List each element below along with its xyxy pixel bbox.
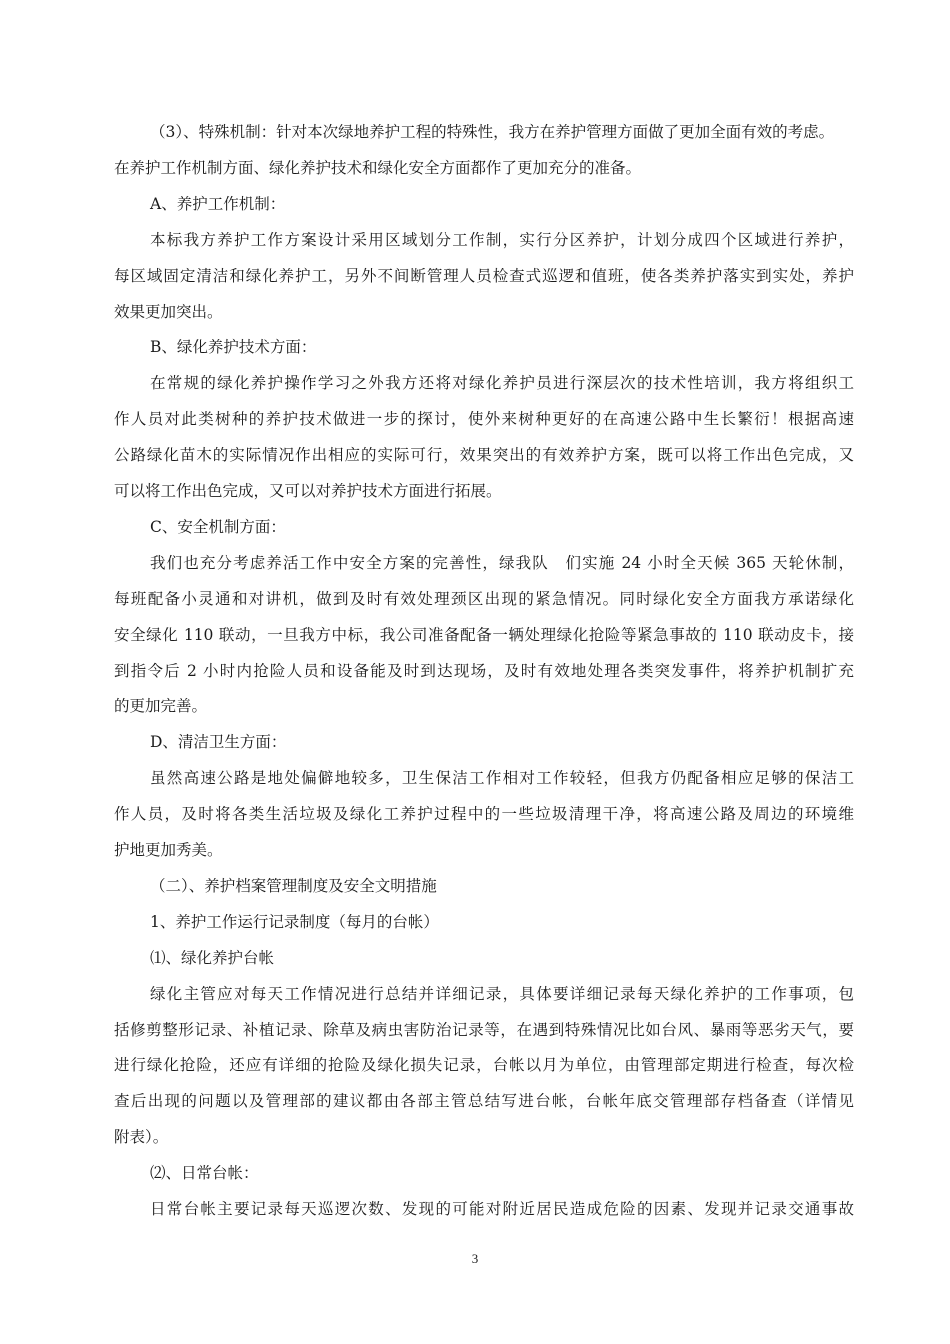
text-line: 1、养护工作运行记录制度（每月的台帐） — [150, 912, 439, 931]
text-line: 我们也充分考虑养活工作中安全方案的完善性，绿我队 们实施 24 小时全天候 365 天轮休制， — [150, 553, 854, 572]
text-line: A、养护工作机制： — [150, 194, 286, 213]
text-line: 附表）。 — [114, 1128, 169, 1147]
text-line: （二）、养护档案管理制度及安全文明措施 — [150, 876, 437, 895]
text-line: （3）、特殊机制：针对本次绿地养护工程的特殊性，我方在养护管理方面做了更加全面有效的考虑。 — [150, 123, 835, 141]
text-line: 虽然高速公路是地处偏僻地较多，卫生保洁工作相对工作较轻，但我方仍配备相应足够的保洁工 — [150, 769, 854, 788]
text-line: 每班配备小灵通和对讲机，做到及时有效处理颈区出现的紧急情况。同时绿化安全方面我方承诺绿化 — [114, 589, 854, 608]
text-line: 安全绿化 110 联动，一旦我方中标，我公司准备配备一辆处理绿化抢险等紧急事故的 110 联动皮卡，接 — [114, 625, 854, 644]
text-line: 作人员对此类树种的养护技术做进一步的探讨，使外来树种更好的在高速公路中生长繁衍！根据高速 — [114, 410, 854, 429]
text-line: 本标我方养护工作方案设计采用区域划分工作制，实行分区养护，计划分成四个区域进行养护， — [150, 230, 854, 249]
text-line: B、绿化养护技术方面： — [150, 338, 317, 357]
text-line: 括修剪整形记录、补植记录、除草及病虫害防治记录等，在遇到特殊情况比如台风、暴雨等恶劣天气，要 — [114, 1020, 854, 1039]
text-line: 每区域固定清洁和绿化养护工，另外不间断管理人员检查式巡逻和值班，使各类养护落实到实处，养护 — [114, 266, 854, 285]
text-line: 效果更加突出。 — [114, 302, 223, 321]
text-line: 绿化主管应对每天工作情况进行总结并详细记录，具体要详细记录每天绿化养护的工作事项，包 — [150, 984, 854, 1003]
text-line: 进行绿化抢险，还应有详细的抢险及绿化损失记录，台帐以月为单位，由管理部定期进行检查，每次检 — [114, 1056, 854, 1075]
text-line: 在养护工作机制方面、绿化养护技术和绿化安全方面都作了更加充分的准备。 — [114, 158, 642, 177]
text-line: 在常规的绿化养护操作学习之外我方还将对绿化养护员进行深层次的技术性培训，我方将组织工 — [150, 374, 854, 393]
text-line: 日常台帐主要记录每天巡逻次数、发现的可能对附近居民造成危险的因素、发现并记录交通事故 — [150, 1200, 854, 1218]
text-line: 的更加完善。 — [114, 697, 208, 716]
text-line: 查后出现的问题以及管理部的建议都由各部主管总结写进台帐，台帐年底交管理部存档备查（详情见 — [114, 1092, 854, 1111]
text-line: 可以将工作出色完成，又可以对养护技术方面进行拓展。 — [114, 482, 502, 500]
text-line: 公路绿化苗木的实际情况作出相应的实际可行，效果突出的有效养护方案，既可以将工作出色完成，又 — [114, 446, 854, 465]
text-line: D、清洁卫生方面： — [150, 733, 287, 752]
text-line: 护地更加秀美。 — [114, 841, 223, 859]
text-line: C、安全机制方面： — [150, 517, 286, 536]
text-line: ⑴、绿化养护台帐 — [150, 948, 275, 967]
text-line: 作人员，及时将各类生活垃圾及绿化工养护过程中的一些垃圾清理干净，将高速公路及周边的环境维 — [114, 805, 854, 824]
page-number: 3 — [471, 1251, 479, 1266]
text-line: ⑵、日常台帐： — [150, 1164, 259, 1183]
text-line: 到指令后 2 小时内抢险人员和设备能及时到达现场，及时有效地处理各类突发事件，将养护机制扩充 — [114, 661, 854, 680]
